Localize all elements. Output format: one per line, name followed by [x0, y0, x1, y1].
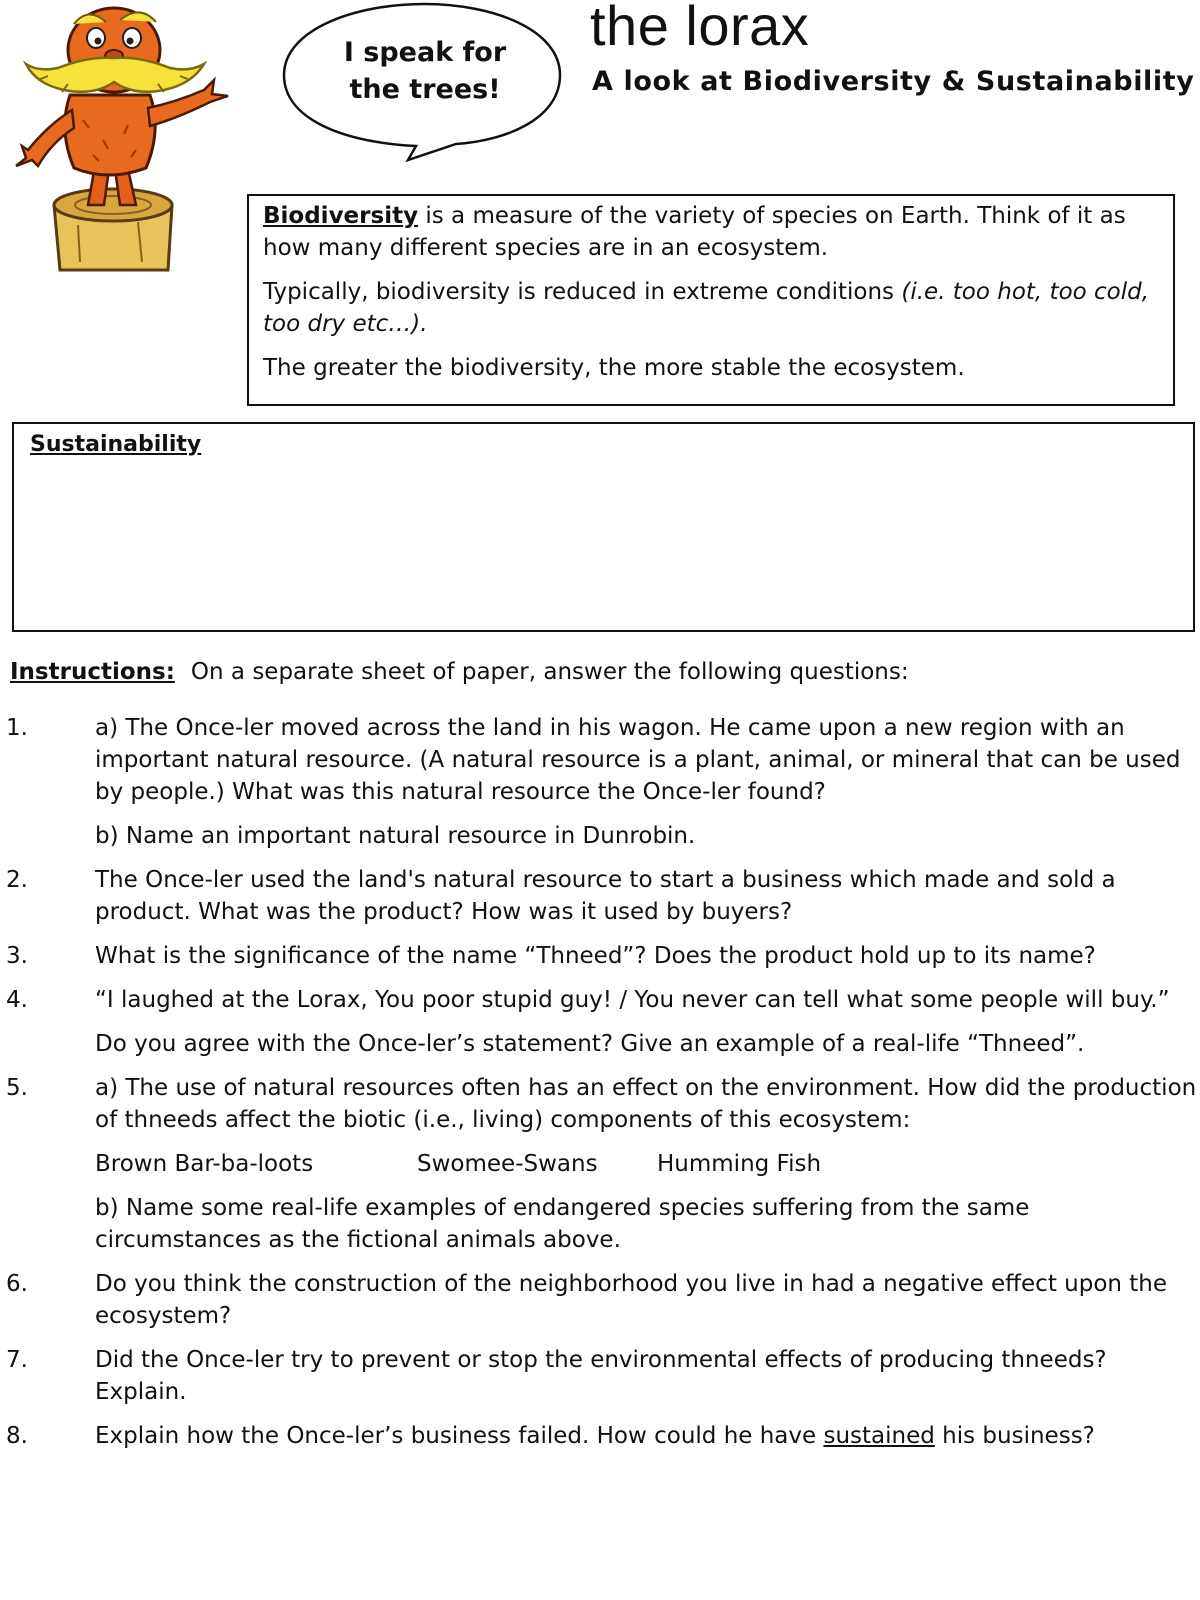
species-item: Humming Fish: [657, 1151, 822, 1177]
question-1b: b) Name an important natural resource in Dunrobin.: [95, 823, 696, 849]
question-6: [0, 1268, 1200, 1332]
question-1a: a) The Once-ler moved across the land in his wagon. He came upon a new region with an important natural resource. (A natural resource is a plant, animal, or mineral that can be used by people.) What was this natural resource the Once-ler found?: [95, 715, 1181, 805]
sustainability-box: [12, 422, 1195, 632]
question-list: [0, 712, 1200, 1464]
question-6-text: Do you think the construction of the neighborhood you live in had a negative effect upon the ecosystem?: [95, 1271, 1168, 1329]
question-number: 2.: [6, 867, 28, 893]
biodiversity-box: [247, 194, 1175, 406]
speech-bubble-text: [300, 34, 550, 108]
biodiversity-term: Biodiversity: [263, 203, 419, 229]
question-3: [0, 940, 1200, 972]
question-number: 6.: [6, 1271, 28, 1297]
question-number: 5.: [6, 1075, 28, 1101]
biodiversity-definition: Biodiversity is a measure of the variety of species on Earth. Think of it as how many different species are in an ecosystem.: [263, 203, 1126, 261]
question-number: 8.: [6, 1423, 28, 1449]
sustained-word: sustained: [823, 1423, 935, 1449]
species-item: Swomee-Swans: [417, 1151, 598, 1177]
speech-line-2: the trees!: [349, 74, 501, 105]
sustainability-heading: Sustainability: [30, 432, 202, 457]
question-7: [0, 1344, 1200, 1408]
biodiversity-extremes: Typically, biodiversity is reduced in extreme conditions (i.e. too hot, too cold, too dry etc…).: [263, 279, 1150, 337]
question-7-text: Did the Once-ler try to prevent or stop the environmental effects of producing thneeds? Explain.: [95, 1347, 1107, 1405]
question-8-text: Explain how the Once-ler’s business failed. How could he have sustained his business?: [95, 1423, 1095, 1449]
question-4-text: Do you agree with the Once-ler’s statement? Give an example of a real-life “Thneed”.: [95, 1031, 1085, 1057]
question-number: 3.: [6, 943, 28, 969]
species-item: Brown Bar-ba-loots: [95, 1151, 314, 1177]
question-5a: a) The use of natural resources often has an effect on the environment. How did the production of thneeds affect the biotic (i.e., living) components of this ecosystem:: [95, 1075, 1197, 1133]
question-number: 4.: [6, 987, 28, 1013]
question-number: 1.: [6, 715, 28, 741]
biodiversity-stability: The greater the biodiversity, the more stable the ecosystem.: [263, 355, 965, 381]
question-2: [0, 864, 1200, 928]
page-subtitle: A look at Biodiversity & Sustainability: [592, 66, 1195, 97]
question-2-text: The Once-ler used the land's natural resource to start a business which made and sold a product. What was the product? How was it used by buyers?: [95, 867, 1116, 925]
instructions-text: On a separate sheet of paper, answer the following questions:: [190, 659, 909, 685]
page-title: the lorax: [590, 0, 810, 57]
question-3-text: What is the significance of the name “Thneed”? Does the product hold up to its name?: [95, 943, 1096, 969]
question-4-quote: “I laughed at the Lorax, You poor stupid guy! / You never can tell what some people will buy.”: [95, 987, 1170, 1013]
lorax-illustration: [8, 0, 248, 275]
instructions: [10, 656, 909, 688]
species-list: [95, 1148, 1200, 1180]
instructions-label: Instructions:: [10, 659, 175, 685]
question-4: [0, 984, 1200, 1060]
question-5: [0, 1072, 1200, 1256]
speech-line-1: I speak for: [343, 37, 507, 68]
question-number: 7.: [6, 1347, 28, 1373]
question-8: [0, 1420, 1200, 1452]
question-1: [0, 712, 1200, 852]
question-5b: b) Name some real-life examples of endangered species suffering from the same circumstances as the fictional animals above.: [95, 1195, 1030, 1253]
